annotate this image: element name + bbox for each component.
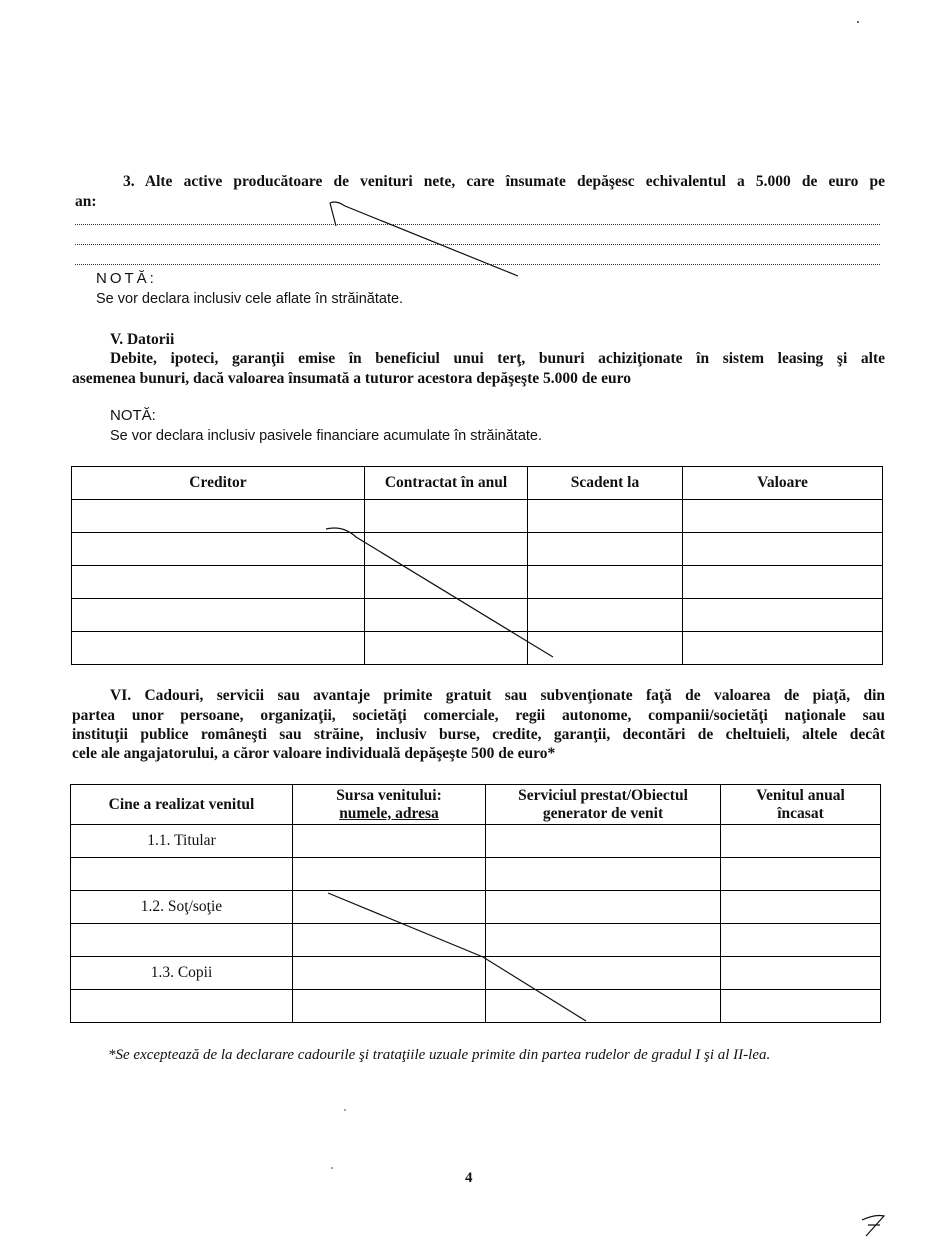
column-header-venitul-line2: încasat <box>777 804 824 822</box>
section6-line1: VI. Cadouri, servicii sau avantaje primite gratuit sau subvenţionate faţă de valoarea de piaţă, din <box>110 687 885 704</box>
footnote: *Se exceptează de la declarare cadourile şi trataţiile uzuale primite din partea rudelor de gradul I şi al II-lea. <box>108 1047 771 1063</box>
section5-nota-text: Se vor declara inclusiv pasivele financiare acumulate în străinătate. <box>110 428 543 444</box>
section5-desc-line1: Debite, ipoteci, garanţii emise în beneficiul unui terţ, bunuri achiziţionate în sistem leasing şi alte <box>110 350 885 367</box>
row-label-copii: 1.3. Copii <box>71 957 293 990</box>
section6-line4: cele ale angajatorului, a căror valoare individuală depăşeşte 500 de euro* <box>72 745 556 762</box>
row-label-titular: 1.1. Titular <box>71 825 293 858</box>
section3-title-line2: an: <box>75 193 97 210</box>
row-label-sot-sotie: 1.2. Soţ/soţie <box>71 891 293 924</box>
column-header-valoare: Valoare <box>683 467 883 500</box>
column-header-sursa-line1: Sursa venitului: <box>336 786 442 804</box>
section3-nota-text: Se vor declara inclusiv cele aflate în străinătate. <box>96 291 404 307</box>
strike-line-debts <box>326 528 553 657</box>
section6-line2: partea unor persoane, organizaţii, societăţi comerciale, regii autonome, companii/societăţi naţionale sau <box>72 707 885 724</box>
strike-line-section3 <box>330 202 518 276</box>
column-header-scadent: Scadent la <box>528 467 683 500</box>
strike-line-gifts <box>328 893 586 1021</box>
handwritten-mark-icon <box>862 1216 884 1237</box>
column-header-cine: Cine a realizat venitul <box>71 785 293 825</box>
column-header-serviciul-line1: Serviciul prestat/Obiectul <box>518 786 688 804</box>
section5-desc-line2: asemenea bunuri, dacă valoarea însumată a tuturor acestora depăşeşte 5.000 de euro <box>72 370 631 387</box>
column-header-sursa-line2: numele, adresa <box>339 804 439 822</box>
speck <box>857 21 859 23</box>
section3-nota-label: NOTĂ: <box>96 270 157 287</box>
speck <box>344 1109 346 1111</box>
section5-nota-label: NOTĂ: <box>110 407 156 424</box>
column-header-serviciul-line2: generator de venit <box>542 804 664 822</box>
speck <box>331 1167 333 1169</box>
section5-heading: V. Datorii <box>110 331 175 348</box>
column-header-creditor: Creditor <box>72 467 365 500</box>
column-header-contractat: Contractat în anul <box>365 467 528 500</box>
page-number: 4 <box>465 1170 473 1186</box>
column-header-venitul-line1: Venitul anual <box>756 786 845 804</box>
section6-line3: instituţii publice româneşti sau străine, inclusiv burse, credite, garanţii, decontări de cheltuieli, altele decât <box>72 726 885 743</box>
section3-title-line1: 3. Alte active producătoare de venituri nete, care însumate depăşesc echivalentul a 5.000 de euro pe <box>123 173 885 190</box>
strike-tick-section3 <box>330 203 336 226</box>
